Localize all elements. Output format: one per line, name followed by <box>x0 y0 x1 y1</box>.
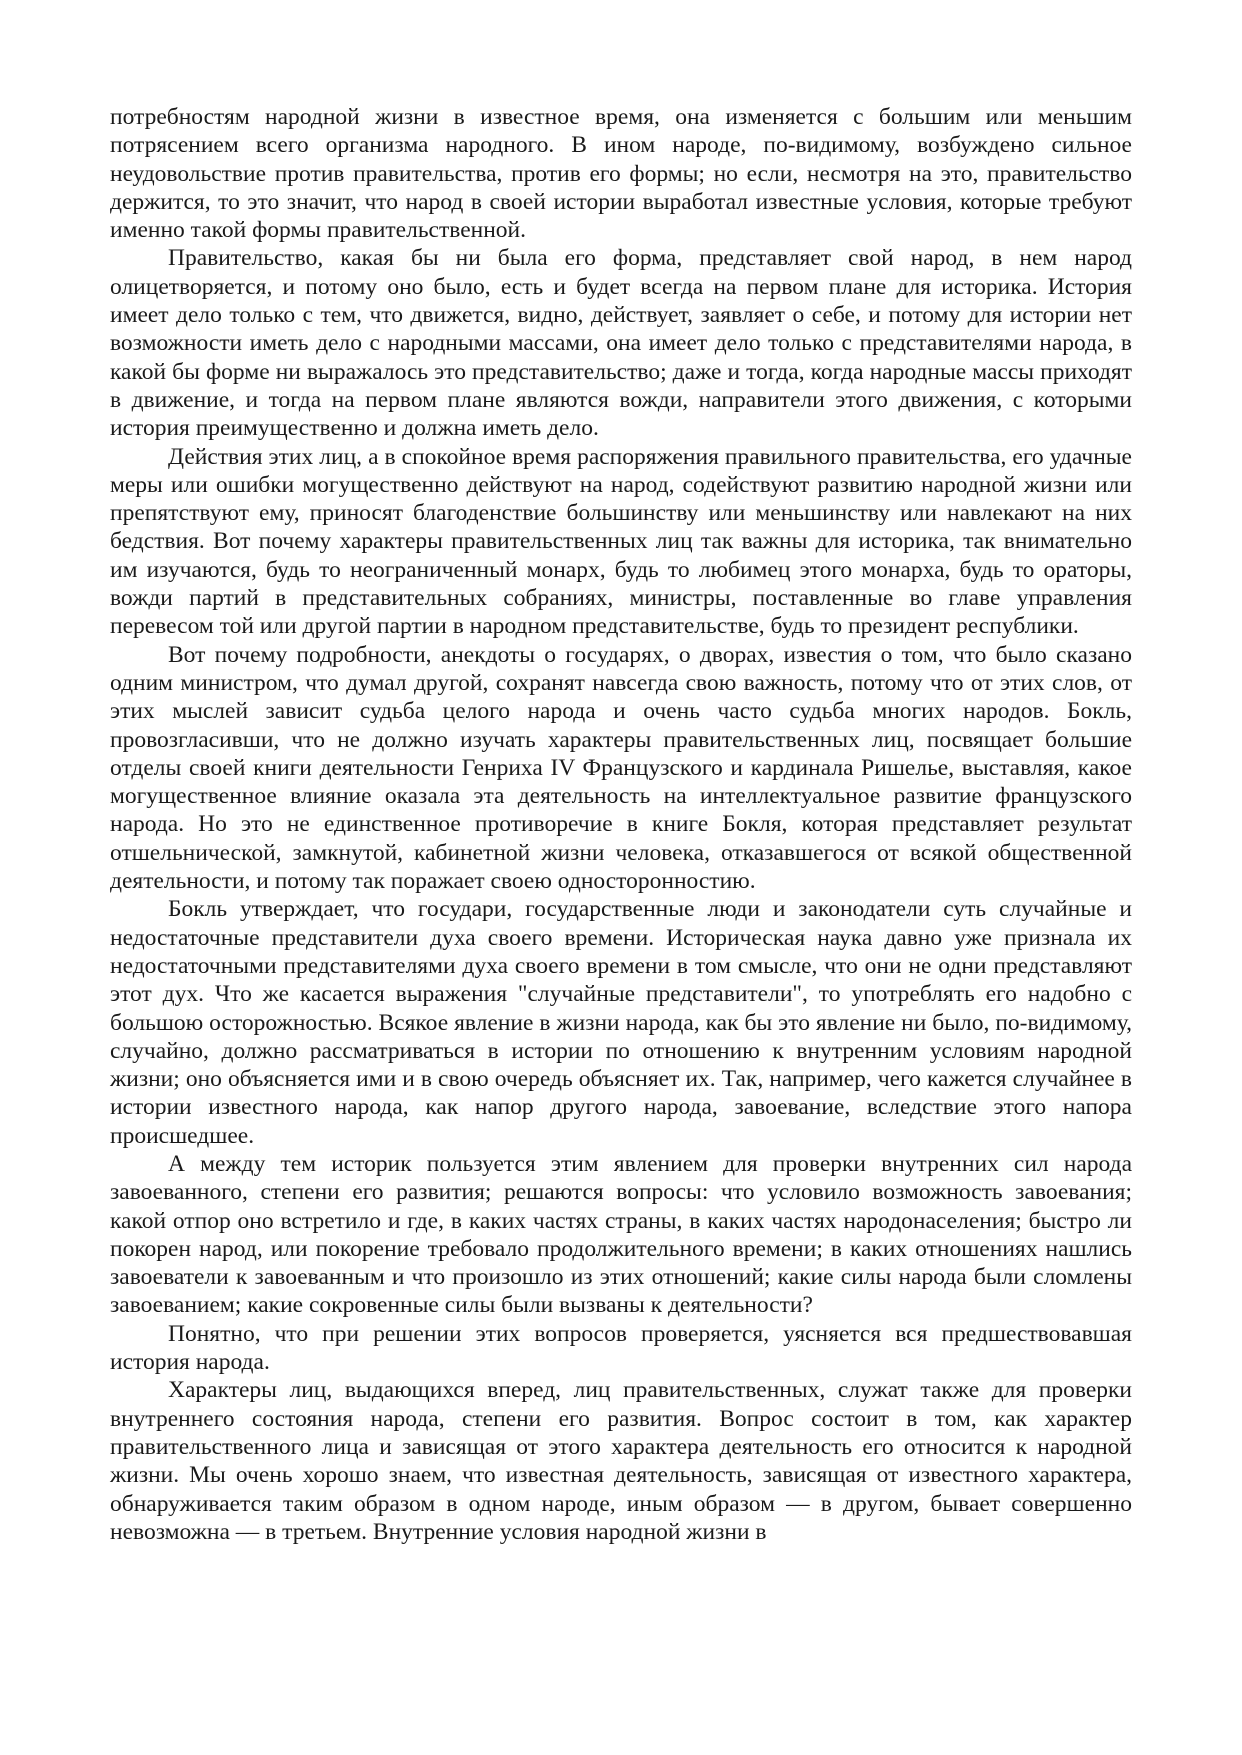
paragraph-3: Действия этих лиц, а в спокойное время распоряжения правильного правительства, его удачные меры или ошибки могущественно действуют на народ, содействуют развитию народной жизни или препятствуют ему, приносят благоденствие большинству или меньшинству или навлекают на них бедствия. Вот почему характеры правительственных лиц так важны для историка, так внимательно им изучаются, будь то неограниченный монарх, будь то любимец этого монарха, будь то ораторы, вожди партий в представительных собраниях, министры, поставленные во главе управления перевесом той или другой партии в народном представительстве, будь то президент республики. <box>110 443 1132 640</box>
paragraph-1: потребностям народной жизни в известное время, она изменяется с большим или меньшим потрясением всего организма народного. В ином народе, по-видимому, возбуждено сильное неудовольствие против правительства, против его формы; но если, несмотря на это, правительство держится, то это значит, что народ в своей истории выработал известные условия, которые требуют именно такой формы правительственной. <box>110 104 1132 244</box>
paragraph-6: А между тем историк пользуется этим явлением для проверки внутренних сил народа завоеванного, степени его развития; решаются вопросы: что условило возможность завоевания; какой отпор оно встретило и где, в каких частях страны, в каких частях народонаселения; быстро ли покорен народ, или покорение требовало продолжительного времени; в каких отношениях нашлись завоеватели к завоеванным и что произошло из этих отношений; какие силы народа были сломлены завоеванием; какие сокровенные силы были вызваны к деятельности? <box>110 1150 1132 1319</box>
paragraph-7: Понятно, что при решении этих вопросов проверяется, уясняется вся предшествовавшая история народа. <box>110 1320 1132 1376</box>
paragraph-8: Характеры лиц, выдающихся вперед, лиц правительственных, служат также для проверки внутреннего состояния народа, степени его развития. Вопрос состоит в том, как характер правительственного лица и зависящая от этого характера деятельность его относится к народной жизни. Мы очень хорошо знаем, что известная деятельность, зависящая от известного характера, обнаруживается таким образом в одном народе, иным образом — в другом, бывает совершенно невозможна — в третьем. Внутренние условия народной жизни в <box>110 1377 1132 1545</box>
document-page <box>110 103 1132 1546</box>
paragraph-4: Вот почему подробности, анекдоты о государях, о дворах, известия о том, что было сказано одним министром, что думал другой, сохранят навсегда свою важность, потому что от этих слов, от этих мыслей зависит судьба целого народа и очень часто судьба многих народов. Бокль, провозгласивши, что не должно изучать характеры правительственных лиц, посвящает большие отделы своей книги деятельности Генриха IV Французского и кардинала Ришелье, выставляя, какое могущественное влияние оказала эта деятельность на интеллектуальное развитие французского народа. Но это не единственное противоречие в книге Бокля, которая представляет результат отшельнической, замкнутой, кабинетной жизни человека, отказавшегося от всякой общественной деятельности, и потому так поражает своею односторонностию. <box>110 641 1132 895</box>
paragraph-2: Правительство, какая бы ни была его форма, представляет свой народ, в нем народ олицетворяется, и потому оно было, есть и будет всегда на первом плане для историка. История имеет дело только с тем, что движется, видно, действует, заявляет о себе, и потому для истории нет возможности иметь дело с народными массами, она имеет дело только с представителями народа, в какой бы форме ни выражалось это представительство; даже и тогда, когда народные массы приходят в движение, и тогда на первом плане являются вожди, направители этого движения, с которыми история преимущественно и должна иметь дело. <box>110 245 1132 442</box>
paragraph-5: Бокль утверждает, что государи, государственные люди и законодатели суть случайные и недостаточные представители духа своего времени. Историческая наука давно уже признала их недостаточными представителями духа своего времени в том смысле, что они не одни представляют этот дух. Что же касается выражения "случайные представители", то употреблять его надобно с большою осторожностью. Всякое явление в жизни народа, как бы это явление ни было, по-видимому, случайно, должно рассматриваться в истории по отношению к внутренним условиям народной жизни; оно объясняется ими и в свою очередь объясняет их. Так, например, чего кажется случайнее в истории известного народа, как напор другого народа, завоевание, вследствие этого напора происшедшее. <box>110 896 1132 1149</box>
